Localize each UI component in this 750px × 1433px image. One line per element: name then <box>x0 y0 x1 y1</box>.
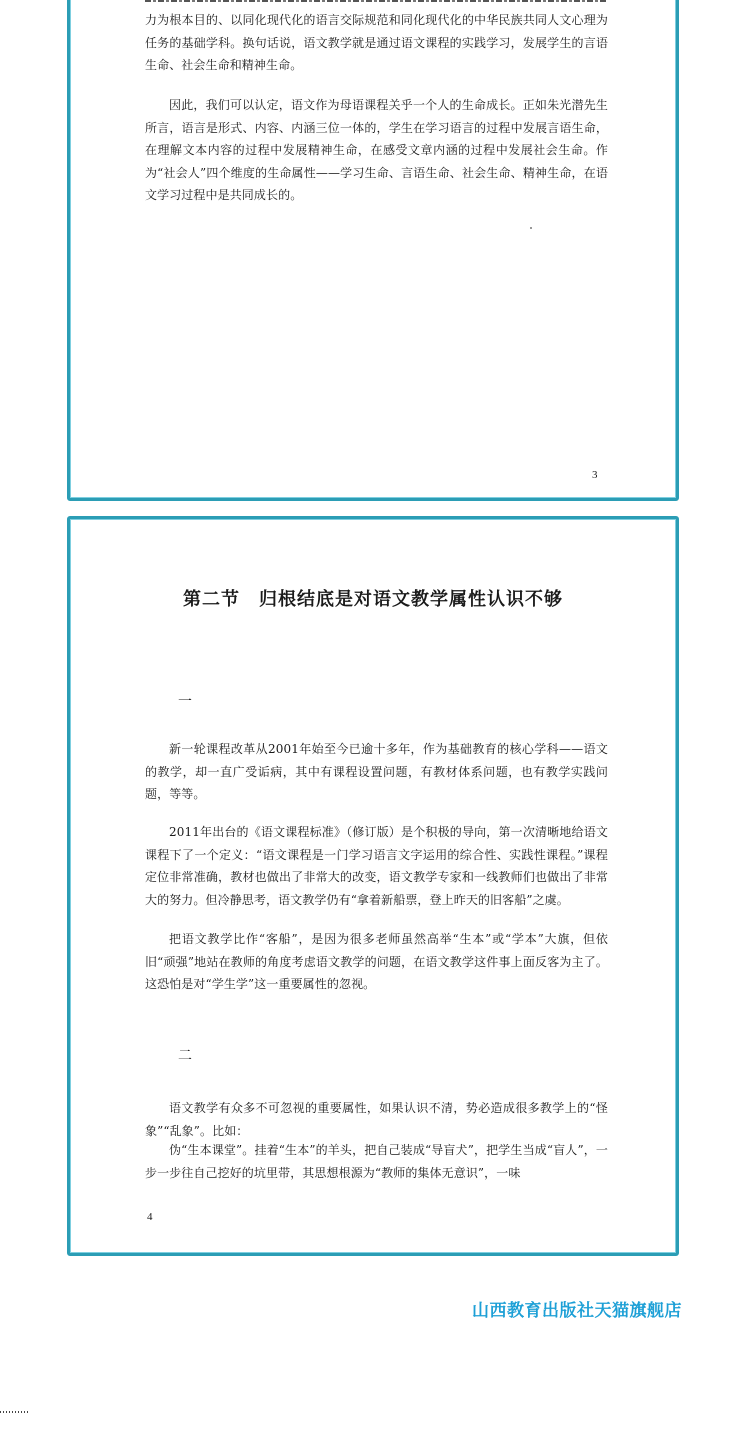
paragraph: 因此，我们可以认定，语文作为母语课程关乎一个人的生命成长。正如朱光潜先生所言，语言是形式、内容、内涵三位一体的，学生在学习语言的过程中发展言语生命，在理解文本内容的过程中发展精神生命，在感受文章内涵的过程中发展社会生命。作为“社会人”四个维度的生命属性——学习生命、言语生命、社会生命、精神生命，在语文学习过程中是共同成长的。 <box>145 98 608 202</box>
paragraph-continued: 力为根本目的、以同化现代化的语言交际规范和同化现代化的中华民族共同人文心理为任务的基础学科。换句话说，语文教学就是通过语文课程的实践学习，发展学生的言语生命、社会生命和精神生命。 <box>145 13 608 72</box>
cut-off-text-line <box>145 0 608 3</box>
paragraph: 语文教学有众多不可忽视的重要属性，如果认识不清，势必造成很多教学上的“怪象”“乱象”。比如： <box>145 1101 608 1138</box>
sub-heading-one: 一 <box>178 694 192 710</box>
store-name-watermark: 山西教育出版社天猫旗舰店 <box>472 1301 682 1321</box>
page-number: 3 <box>592 469 598 481</box>
book-page-4 <box>67 516 679 1256</box>
paragraph: 新一轮课程改革从2001年始至今已逾十多年，作为基础教育的核心学科——语文的教学，却一直广受诟病，其中有课程设置问题，有教材体系问题，也有教学实践问题，等等。 <box>145 742 608 801</box>
book-page-3 <box>67 0 679 501</box>
sub-heading-two: 二 <box>178 1048 192 1064</box>
page-number: 4 <box>147 1211 153 1223</box>
scan-speck <box>530 227 532 229</box>
paragraph: 2011年出台的《语文课程标准》（修订版）是个积极的导向，第一次清晰地给语文课程下了一个定义：“语文课程是一门学习语言文字运用的综合性、实践性课程。”课程定位非常准确，教材也做出了非常大的改变，语文教学专家和一线教师们也做出了非常大的努力。但冷静思考，语文教学仍有“拿着新船票，登上昨天的旧客船”之虞。 <box>145 825 608 907</box>
paragraph: 把语文教学比作“客船”，是因为很多老师虽然高举“生本”或“学本”大旗，但依旧“顽强”地站在教师的角度考虑语文教学的问题，在语文教学这件事上面反客为主了。这恐怕是对“学生学”这一重要属性的忽视。 <box>145 932 608 991</box>
dotted-edge-mark <box>0 1411 30 1413</box>
section-title: 第二节 归根结底是对语文教学属性认识不够 <box>183 589 563 610</box>
paragraph: 伪“生本课堂”。挂着“生本”的羊头，把自己装成“导盲犬”，把学生当成“盲人”，一步一步往自己挖好的坑里带，其思想根源为“教师的集体无意识”，一味 <box>145 1143 608 1180</box>
